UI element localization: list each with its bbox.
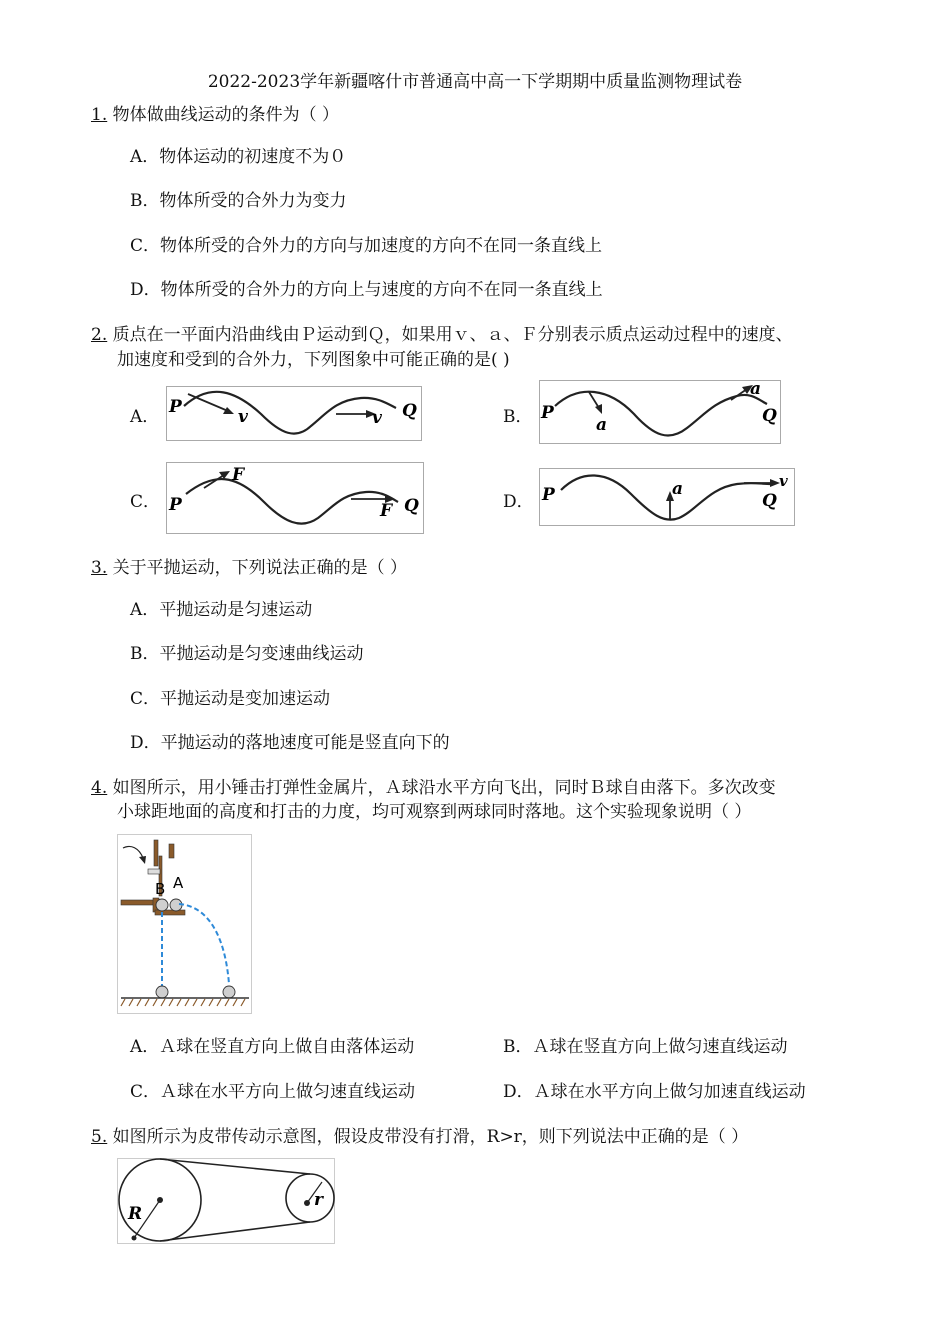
q1-option-a: A．物体运动的初速度不为０ bbox=[130, 147, 347, 167]
q4-option-c: C．Ａ球在水平方向上做匀速直线运动 bbox=[130, 1082, 416, 1102]
question-stem-line2: 小球距地面的高度和打击的力度，均可观察到两球同时落地。这个实验现象说明（ ） bbox=[117, 802, 752, 822]
point-q-label: Q bbox=[762, 406, 777, 426]
velocity-label: v bbox=[779, 472, 788, 490]
force-label: F bbox=[232, 465, 245, 485]
question-stem: 物体做曲线运动的条件为（ ） bbox=[112, 105, 340, 125]
q2-option-d: D． bbox=[503, 492, 534, 512]
belt-drive-figure bbox=[117, 1158, 335, 1244]
curve-figure-d bbox=[539, 468, 795, 526]
curve-figure-a bbox=[166, 386, 422, 441]
q3-option-b: B．平抛运动是匀变速曲线运动 bbox=[130, 644, 364, 664]
point-p-label: P bbox=[542, 485, 555, 505]
q1-option-c: C．物体所受的合外力的方向与加速度的方向不在同一条直线上 bbox=[130, 236, 603, 256]
q4-option-a: A．Ａ球在竖直方向上做自由落体运动 bbox=[130, 1037, 415, 1057]
q2-option-a: A． bbox=[130, 407, 160, 427]
point-q-label: Q bbox=[404, 496, 419, 516]
question-number: 3. bbox=[91, 558, 108, 578]
point-p-label: P bbox=[541, 403, 554, 423]
point-q-label: Q bbox=[762, 491, 777, 511]
question-number: 2. bbox=[91, 325, 108, 345]
point-p-label: P bbox=[169, 397, 182, 417]
question-number: 4. bbox=[91, 778, 108, 798]
projectile-experiment-figure bbox=[117, 834, 252, 1014]
question-2 bbox=[91, 320, 793, 345]
question-number: 5. bbox=[91, 1127, 108, 1147]
radius-big-label: R bbox=[128, 1204, 143, 1224]
question-4 bbox=[91, 773, 776, 798]
ball-b-label: B bbox=[155, 880, 166, 898]
q3-option-d: D．平抛运动的落地速度可能是竖直向下的 bbox=[130, 733, 450, 753]
ball-a-label: A bbox=[173, 874, 184, 892]
velocity-label: v bbox=[238, 407, 248, 427]
question-3 bbox=[91, 553, 407, 578]
q2-option-b: B． bbox=[503, 407, 533, 427]
question-stem: 如图所示为皮带传动示意图，假设皮带没有打滑，R>r，则下列说法中正确的是（ ） bbox=[112, 1127, 749, 1147]
point-q-label: Q bbox=[402, 401, 417, 421]
q4-option-d: D．Ａ球在水平方向上做匀加速直线运动 bbox=[503, 1082, 806, 1102]
question-stem-line1: 如图所示，用小锤击打弹性金属片，Ａ球沿水平方向飞出，同时Ｂ球自由落下。多次改变 bbox=[112, 778, 776, 798]
question-stem-line1: 质点在一平面内沿曲线由Ｐ运动到Ｑ，如果用ｖ、ａ、Ｆ分别表示质点运动过程中的速度、 bbox=[112, 325, 793, 345]
curve-figure-b bbox=[539, 380, 781, 444]
q4-option-b: B．Ａ球在竖直方向上做匀速直线运动 bbox=[503, 1037, 788, 1057]
q2-option-c: C． bbox=[130, 492, 161, 512]
question-number: 1. bbox=[91, 105, 108, 125]
force-label: F bbox=[380, 501, 393, 521]
q1-option-b: B．物体所受的合外力为变力 bbox=[130, 191, 347, 211]
question-stem-line2: 加速度和受到的合外力，下列图象中可能正确的是( ) bbox=[117, 350, 510, 370]
question-stem: 关于平抛运动，下列说法正确的是（ ） bbox=[112, 558, 408, 578]
velocity-label: v bbox=[372, 408, 382, 428]
page-title: 2022-2023学年新疆喀什市普通高中高一下学期期中质量监测物理试卷 bbox=[207, 72, 743, 92]
acceleration-label: a bbox=[750, 380, 762, 399]
q1-option-d: D．物体所受的合外力的方向上与速度的方向不在同一条直线上 bbox=[130, 280, 603, 300]
point-p-label: P bbox=[169, 495, 182, 515]
question-1 bbox=[91, 100, 339, 125]
q3-option-c: C．平抛运动是变加速运动 bbox=[130, 689, 331, 709]
q3-option-a: A．平抛运动是匀速运动 bbox=[130, 600, 313, 620]
acceleration-label: a bbox=[672, 479, 684, 499]
curve-figure-c bbox=[166, 462, 424, 534]
acceleration-label: a bbox=[596, 415, 608, 435]
radius-small-label: r bbox=[314, 1190, 323, 1210]
question-5 bbox=[91, 1122, 748, 1147]
